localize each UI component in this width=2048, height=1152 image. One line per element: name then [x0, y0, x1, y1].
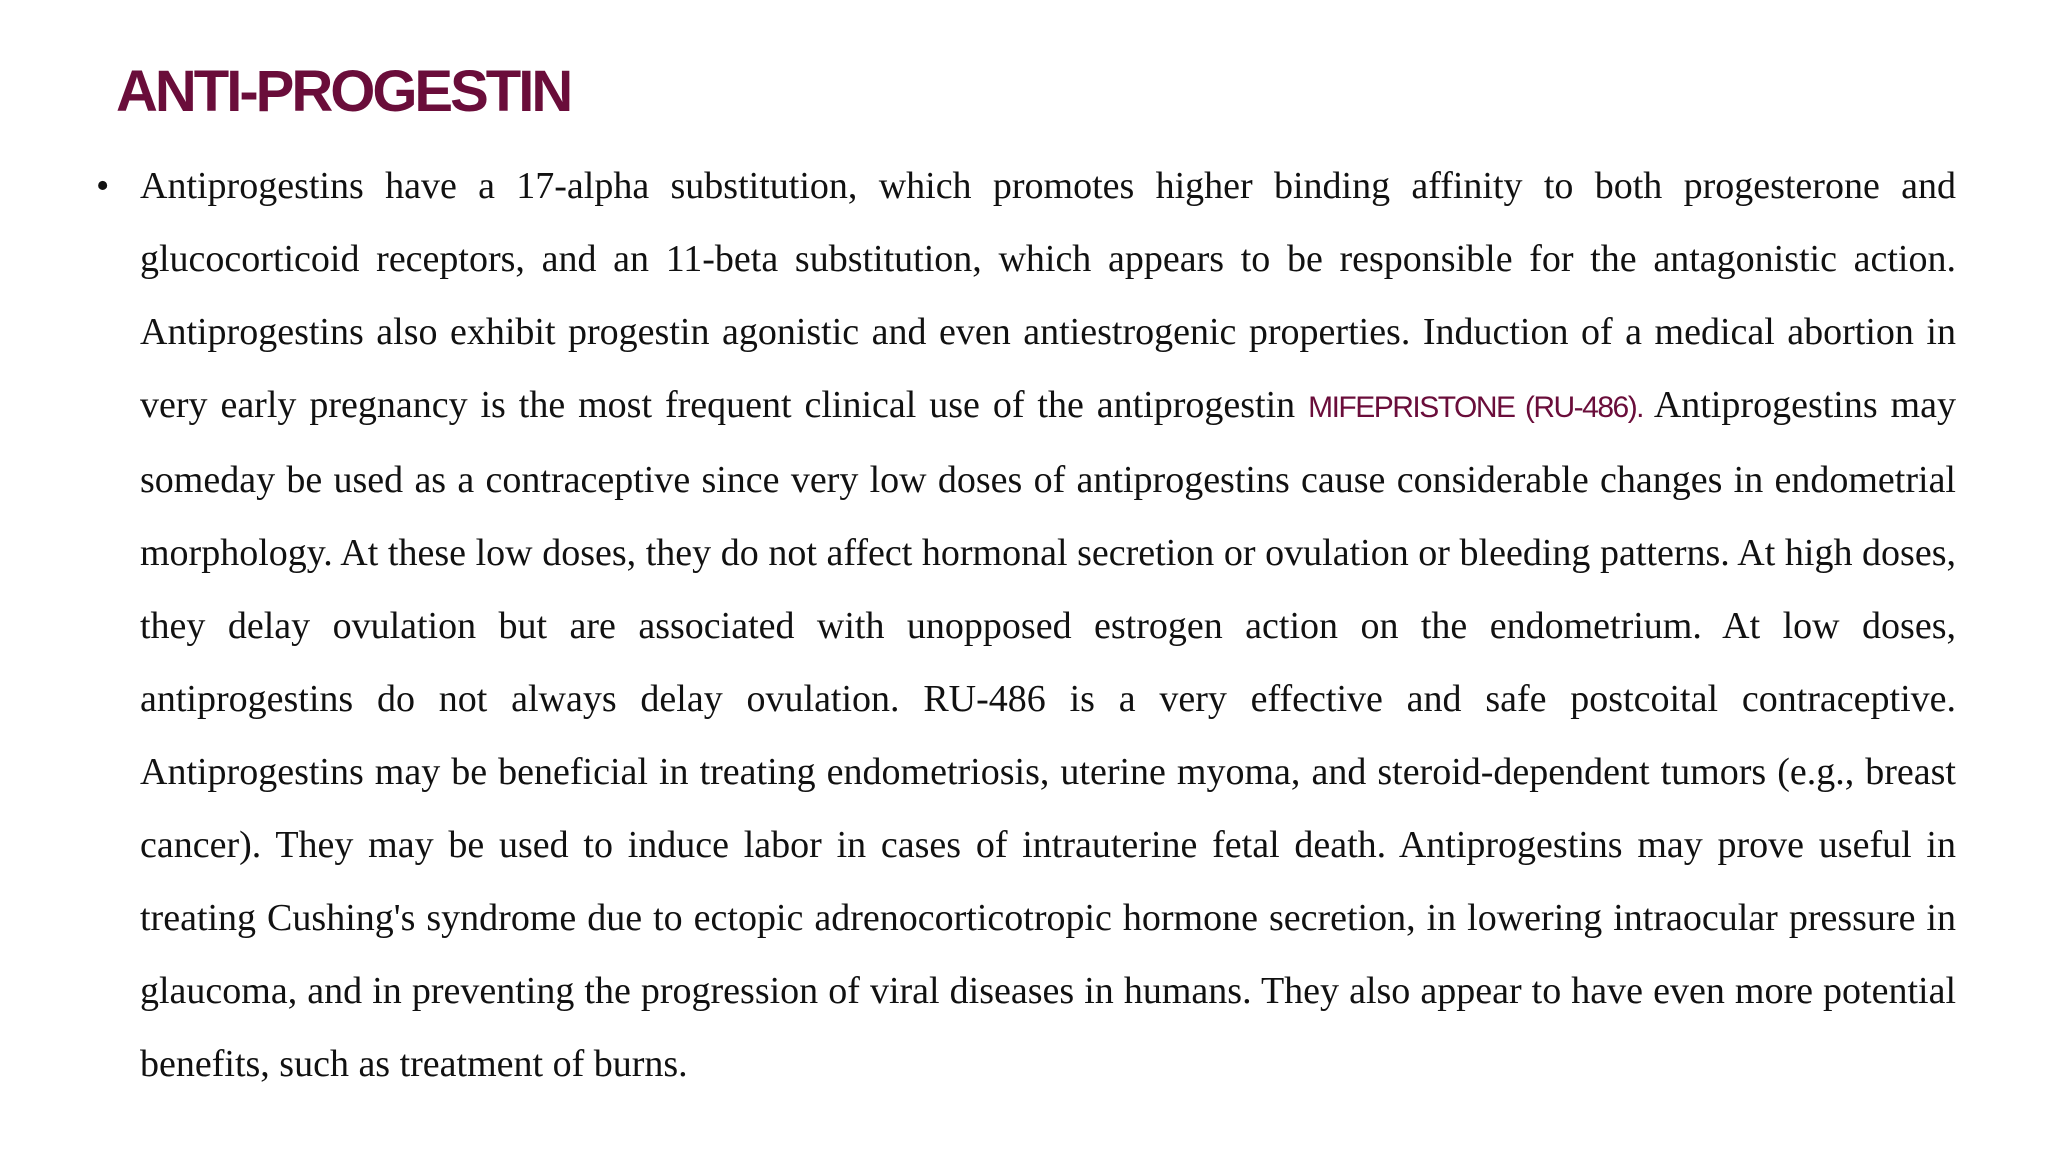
paragraph-text-part-1: Antiprogestins have a 17-alpha substitution, which promotes higher binding affinity to both progesterone and glucocorticoid receptors, and an 11-beta substitution, which appears to be responsible for the antagonistic action. Antiprogestins also exhibit progestin agonistic and even antiestrogenic properties. Induction of a medical abortion in very early pregnancy is the most frequent clinical use of the antiprogestin	[140, 165, 1956, 426]
bullet-dot-icon: •	[96, 165, 110, 207]
slide-title: ANTI-PROGESTIN	[116, 59, 571, 124]
paragraph-text-part-2: Antiprogestins may someday be used as a contraceptive since very low doses of antiprogestins cause considerable changes in endometrial morphology. At these low doses, they do not affect hormonal secretion or ovulation or bleeding patterns. At high doses, they delay ovulation but are associated with unopposed estrogen action on the endometrium. At low doses, antiprogestins do not always delay ovulation. RU-486 is a very effective and safe postcoital contraceptive. Antiprogestins may be beneficial in treating endometriosis, uterine myoma, and steroid-dependent tumors (e.g., breast cancer). They may be used to induce labor in cases of intrauterine fetal death. Antiprogestins may prove useful in treating Cushing's syndrome due to ectopic adrenocorticotropic hormone secretion, in lowering intraocular pressure in glaucoma, and in preventing the progression of viral diseases in humans. They also appear to have even more potential benefits, such as treatment of burns.	[140, 384, 1956, 1085]
bullet-paragraph	[140, 150, 1956, 1101]
slide-content	[96, 150, 1956, 1101]
drug-name-highlight: MIFEPRISTONE (RU-486).	[1308, 391, 1644, 424]
bullet-item	[96, 150, 1956, 1101]
